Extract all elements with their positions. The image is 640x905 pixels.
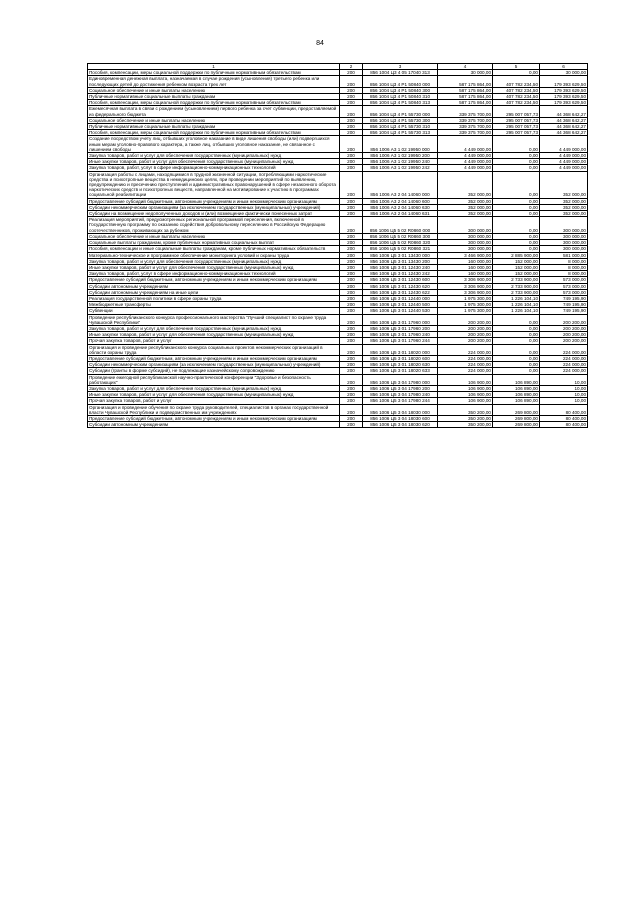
unexecuted-amount: 573 000,00 (540, 277, 588, 283)
row-name: Закупка товаров, работ, услуг в сфере информационно-коммуникационных технологий (88, 165, 340, 171)
budget-classification-code: 856 1006 Ц5 3 01 12430 240 (363, 264, 438, 270)
approved-amount: 3 306 900,00 (438, 289, 493, 295)
budget-classification-code: 856 1006 Ц5 3 01 18020 633 (363, 368, 438, 374)
unexecuted-amount: 10,00 (540, 392, 588, 398)
unexecuted-amount: 4 449 000,00 (540, 159, 588, 165)
approved-amount: 200 200,00 (438, 338, 493, 344)
budget-classification-code: 856 1006 Ц5 5 02 R0860 321 (363, 246, 438, 252)
budget-classification-code: 856 1006 Ц5 3 01 12440 000 (363, 295, 438, 301)
budget-classification-code: 856 1004 Ц3 4 P1 50840 313 (363, 100, 438, 106)
row-name: Организация и проведение республиканского конкурса социальных проектов некоммерческих организаций в области охраны труда (88, 344, 340, 355)
unexecuted-amount: 10,00 (540, 398, 588, 404)
budget-classification-code: 856 1006 А3 2 04 14060 000 (363, 171, 438, 198)
row-code: 200 (340, 362, 363, 368)
budget-classification-code: 856 1006 А3 1 02 19950 242 (363, 165, 438, 171)
executed-amount: 0,00 (493, 332, 540, 338)
approved-amount: 587 175 864,00 (438, 100, 493, 106)
unexecuted-amount: 300 000,00 (540, 240, 588, 246)
approved-amount: 4 449 000,00 (438, 136, 493, 153)
unexecuted-amount: 200 200,00 (540, 314, 588, 325)
executed-amount: 295 007 057,73 (493, 117, 540, 123)
executed-amount: 106 890,00 (493, 374, 540, 385)
row-name: Организация и проведение обучения по охране труда руководителей, специалистов в органах государственной власти Чувашской Республики и подведомственных им учреждениях (88, 404, 340, 415)
approved-amount: 300 000,00 (438, 240, 493, 246)
unexecuted-amount: 80 400,00 (540, 404, 588, 415)
row-code: 200 (340, 271, 363, 277)
row-name: Закупка товаров, работ и услуг для обеспечения государственных (муниципальных) нужд (88, 325, 340, 331)
approved-amount: 339 375 700,00 (438, 106, 493, 117)
row-name: Субвенции (88, 308, 340, 314)
approved-amount: 30 000,00 (438, 70, 493, 76)
executed-amount: 269 800,00 (493, 404, 540, 415)
executed-amount: 0,00 (493, 211, 540, 217)
row-code: 200 (340, 124, 363, 130)
row-name: Предоставление субсидий бюджетным, автономным учреждениям и иным некоммерческим организациям (88, 198, 340, 204)
budget-classification-code: 856 1006 Ц5 3 04 18030 620 (363, 422, 438, 428)
unexecuted-amount: 44 368 642,27 (540, 130, 588, 136)
row-code: 200 (340, 204, 363, 210)
row-code: 200 (340, 422, 363, 428)
approved-amount: 224 000,00 (438, 355, 493, 361)
budget-classification-code: 856 1006 Ц5 3 01 18020 000 (363, 344, 438, 355)
unexecuted-amount: 179 393 629,50 (540, 87, 588, 93)
unexecuted-amount: 200 200,00 (540, 325, 588, 331)
row-code: 200 (340, 258, 363, 264)
executed-amount: 2 733 900,00 (493, 289, 540, 295)
approved-amount: 350 200,00 (438, 422, 493, 428)
unexecuted-amount: 4 449 000,00 (540, 136, 588, 153)
executed-amount: 295 007 057,73 (493, 106, 540, 117)
budget-classification-code: 856 1004 Ц3 4 P1 50840 300 (363, 87, 438, 93)
executed-amount: 0,00 (493, 165, 540, 171)
row-name: Пособия, компенсации, меры социальной поддержки по публичным нормативным обязательствам (88, 100, 340, 106)
unexecuted-amount: 179 393 629,50 (540, 76, 588, 87)
budget-classification-code: 856 1004 Ц3 4 P1 55730 313 (363, 130, 438, 136)
approved-amount: 339 375 700,00 (438, 130, 493, 136)
approved-amount: 3 306 900,00 (438, 277, 493, 283)
budget-classification-code: 856 1006 Ц5 5 02 R0860 300 (363, 233, 438, 239)
row-code: 200 (340, 325, 363, 331)
row-name: Ежемесячная выплата в связи с рождением (усыновлением) первого ребенка за счет субвенции, предоставляемой из федерального бюджета (88, 106, 340, 117)
row-code: 200 (340, 295, 363, 301)
row-name: Предоставление субсидий бюджетным, автономным учреждениям и иным некоммерческим организациям (88, 355, 340, 361)
approved-amount: 224 000,00 (438, 344, 493, 355)
executed-amount: 152 000,00 (493, 264, 540, 270)
unexecuted-amount: 4 449 000,00 (540, 165, 588, 171)
row-name: Иные закупки товаров, работ и услуг для обеспечения государственных (муниципальных) нужд (88, 264, 340, 270)
approved-amount: 352 000,00 (438, 204, 493, 210)
row-code: 200 (340, 76, 363, 87)
approved-amount: 4 449 000,00 (438, 165, 493, 171)
approved-amount: 352 000,00 (438, 211, 493, 217)
approved-amount: 352 000,00 (438, 198, 493, 204)
row-name: Проведение ежегодной республиканской научно-практической конференции "Здоровье и безопасность работающих" (88, 374, 340, 385)
row-name: Единовременная денежная выплата, назначаемая в случае рождения (усыновления) третьего ребенка или последующих детей до достижения ребенком возраста трех лет (88, 76, 340, 87)
executed-amount: 407 782 234,50 (493, 100, 540, 106)
row-name: Материально-техническое и программное обеспечение мониторинга условий и охраны труда (88, 252, 340, 258)
approved-amount: 200 200,00 (438, 314, 493, 325)
row-name: Закупка товаров, работ и услуг для обеспечения государственных (муниципальных) нужд (88, 258, 340, 264)
table-row (88, 106, 588, 117)
table-row (88, 171, 588, 198)
row-code: 200 (340, 415, 363, 421)
budget-classification-code: 856 1006 Ц5 3 04 17980 240 (363, 392, 438, 398)
table-row (88, 76, 588, 87)
executed-amount: 407 782 234,50 (493, 87, 540, 93)
budget-classification-code: 856 1006 А3 1 02 19950 200 (363, 153, 438, 159)
budget-classification-code: 856 1006 Ц5 3 01 12440 500 (363, 302, 438, 308)
executed-amount: 1 226 104,10 (493, 295, 540, 301)
row-code: 200 (340, 159, 363, 165)
executed-amount: 1 226 104,10 (493, 302, 540, 308)
row-code: 200 (340, 283, 363, 289)
row-name: Предоставление субсидий бюджетным, автономным учреждениям и иным некоммерческим организациям (88, 277, 340, 283)
row-name: Субсидии некоммерческим организациям (за исключением государственных (муниципальных) учреждений) (88, 204, 340, 210)
row-code: 200 (340, 94, 363, 100)
approved-amount: 300 000,00 (438, 246, 493, 252)
approved-amount: 106 900,00 (438, 398, 493, 404)
row-name: Прочая закупка товаров, работ и услуг (88, 338, 340, 344)
executed-amount: 106 890,00 (493, 385, 540, 391)
budget-classification-code: 856 1004 Ц3 4 P1 50840 000 (363, 76, 438, 87)
row-code: 200 (340, 217, 363, 234)
executed-amount: 0,00 (493, 171, 540, 198)
row-name: Иные закупки товаров, работ и услуг для обеспечения государственных (муниципальных) нужд (88, 159, 340, 165)
executed-amount: 295 007 057,73 (493, 130, 540, 136)
budget-classification-code: 856 1006 А3 2 04 14060 630 (363, 204, 438, 210)
row-name: Создание посредством учету лиц, отбывших уголовное наказание в виде лишения свободы (или) подвергшихся иным мерам уголовно-правового характера, а также лиц, отбывших уголовное наказание, не связанное с лишением свободы (88, 136, 340, 153)
unexecuted-amount: 300 000,00 (540, 217, 588, 234)
budget-classification-code: 856 1004 Ц3 4 P1 50840 310 (363, 94, 438, 100)
row-code: 200 (340, 264, 363, 270)
approved-amount: 106 900,00 (438, 374, 493, 385)
unexecuted-amount: 749 195,90 (540, 302, 588, 308)
unexecuted-amount: 224 000,00 (540, 344, 588, 355)
row-code: 200 (340, 165, 363, 171)
budget-classification-code: 856 1006 А3 2 04 14060 600 (363, 198, 438, 204)
budget-classification-code: 856 1006 А3 1 02 19950 240 (363, 159, 438, 165)
row-code: 200 (340, 374, 363, 385)
budget-classification-code: 856 1006 Ц5 3 01 12430 622 (363, 289, 438, 295)
budget-classification-code: 856 1006 Ц5 5 02 R0860 320 (363, 240, 438, 246)
unexecuted-amount: 300 000,00 (540, 246, 588, 252)
budget-classification-code: 856 1006 Ц5 3 01 13430 000 (363, 252, 438, 258)
executed-amount: 0,00 (493, 70, 540, 76)
row-code: 200 (340, 344, 363, 355)
executed-amount: 0,00 (493, 204, 540, 210)
row-name: Пособия, компенсации, меры социальной поддержки по публичным нормативным обязательствам (88, 130, 340, 136)
budget-classification-code: 856 1006 Ц5 3 04 18030 600 (363, 415, 438, 421)
row-name: Субсидии автономным учреждениям на иные цели (88, 289, 340, 295)
unexecuted-amount: 8 000,00 (540, 271, 588, 277)
approved-amount: 587 175 864,00 (438, 76, 493, 87)
executed-amount: 106 890,00 (493, 398, 540, 404)
row-code: 200 (340, 289, 363, 295)
budget-classification-code: 856 1006 Ц5 3 01 17960 244 (363, 338, 438, 344)
budget-classification-code: 856 1004 Ц3 4 P1 55730 000 (363, 106, 438, 117)
unexecuted-amount: 179 393 629,50 (540, 100, 588, 106)
row-code: 200 (340, 130, 363, 136)
executed-amount: 2 885 900,00 (493, 252, 540, 258)
row-code: 200 (340, 87, 363, 93)
approved-amount: 587 175 864,00 (438, 94, 493, 100)
executed-amount: 0,00 (493, 338, 540, 344)
unexecuted-amount: 200 200,00 (540, 338, 588, 344)
row-code: 200 (340, 100, 363, 106)
unexecuted-amount: 352 000,00 (540, 171, 588, 198)
unexecuted-amount: 573 000,00 (540, 283, 588, 289)
row-name: Прочая закупка товаров, работ и услуг (88, 398, 340, 404)
table-row (88, 344, 588, 355)
row-name: Предоставление субсидий бюджетным, автономным учреждениям и иным некоммерческим организациям (88, 415, 340, 421)
row-name: Закупка товаров, работ и услуг для обеспечения государственных (муниципальных) нужд (88, 153, 340, 159)
row-code: 200 (340, 136, 363, 153)
executed-amount: 0,00 (493, 368, 540, 374)
row-code: 200 (340, 385, 363, 391)
approved-amount: 1 975 300,00 (438, 308, 493, 314)
row-name: Социальное обеспечение и иные выплаты населению (88, 87, 340, 93)
budget-classification-code: 856 1006 Ц5 3 01 18020 630 (363, 362, 438, 368)
column-number: 2 (340, 64, 363, 70)
row-name: Реализация мероприятий, предусмотренных региональной программой переселения, включенной в Государственную программу по оказанию содействия добровольному переселению в Российскую Федерацию соотечественников, проживающих за рубежом (88, 217, 340, 234)
budget-classification-code: 856 1004 Ц3 4 P1 55730 310 (363, 124, 438, 130)
approved-amount: 300 000,00 (438, 233, 493, 239)
unexecuted-amount: 749 195,90 (540, 295, 588, 301)
table-row (88, 422, 588, 428)
row-code: 200 (340, 308, 363, 314)
executed-amount: 407 782 234,50 (493, 76, 540, 87)
executed-amount: 407 782 234,50 (493, 94, 540, 100)
unexecuted-amount: 44 368 642,27 (540, 117, 588, 123)
column-number: 5 (493, 64, 540, 70)
approved-amount: 160 000,00 (438, 258, 493, 264)
budget-classification-code: 856 1006 Ц5 3 01 17960 000 (363, 314, 438, 325)
row-name: Закупка товаров, работ, услуг в сфере информационно-коммуникационных технологий (88, 271, 340, 277)
row-code: 200 (340, 277, 363, 283)
approved-amount: 106 900,00 (438, 385, 493, 391)
row-name: Субсидии (гранты в форме субсидий), не подлежащие казначейскому сопровождению (88, 368, 340, 374)
row-name: Социальные выплаты гражданам, кроме публичных нормативных социальных выплат (88, 240, 340, 246)
budget-classification-code: 856 1006 Ц5 3 04 17980 200 (363, 385, 438, 391)
budget-classification-code: 856 1006 А3 1 02 19950 000 (363, 136, 438, 153)
row-code: 200 (340, 392, 363, 398)
approved-amount: 106 900,00 (438, 392, 493, 398)
budget-classification-code: 856 1006 Ц5 3 01 17960 240 (363, 332, 438, 338)
executed-amount: 269 800,00 (493, 422, 540, 428)
executed-amount: 269 800,00 (493, 415, 540, 421)
row-name: Реализация государственной политики в сфере охраны труда (88, 295, 340, 301)
unexecuted-amount: 8 000,00 (540, 264, 588, 270)
row-code: 200 (340, 211, 363, 217)
unexecuted-amount: 352 000,00 (540, 198, 588, 204)
unexecuted-amount: 224 000,00 (540, 355, 588, 361)
unexecuted-amount: 352 000,00 (540, 204, 588, 210)
row-name: Субсидии на возмещение недополученных доходов и (или) возмещение фактически понесенных затрат (88, 211, 340, 217)
executed-amount: 106 890,00 (493, 392, 540, 398)
executed-amount: 0,00 (493, 217, 540, 234)
budget-classification-code: 856 1004 Ц3 4 P1 55730 300 (363, 117, 438, 123)
row-name: Проведение республиканского конкурса профессионального мастерства "Лучший специалист по охране труда Чувашской Республики" (88, 314, 340, 325)
row-name: Субсидии некоммерческим организациям (за исключением государственных (муниципальных) учреждений) (88, 362, 340, 368)
unexecuted-amount: 8 000,00 (540, 258, 588, 264)
row-name: Иные закупки товаров, работ и услуг для обеспечения государственных (муниципальных) нужд (88, 332, 340, 338)
unexecuted-amount: 352 000,00 (540, 211, 588, 217)
executed-amount: 2 733 900,00 (493, 277, 540, 283)
unexecuted-amount: 44 368 642,27 (540, 124, 588, 130)
unexecuted-amount: 30 000,00 (540, 70, 588, 76)
unexecuted-amount: 200 200,00 (540, 332, 588, 338)
page-number: 84 (316, 40, 324, 47)
row-code: 200 (340, 171, 363, 198)
budget-classification-code: 856 1006 Ц5 3 04 17980 000 (363, 374, 438, 385)
row-name: Пособия, компенсации, меры социальной поддержки по публичным нормативным обязательствам (88, 70, 340, 76)
approved-amount: 3 306 900,00 (438, 283, 493, 289)
executed-amount: 0,00 (493, 344, 540, 355)
budget-classification-code: 856 1006 Ц5 3 01 12430 620 (363, 283, 438, 289)
row-code: 200 (340, 355, 363, 361)
executed-amount: 0,00 (493, 314, 540, 325)
approved-amount: 200 200,00 (438, 332, 493, 338)
column-number: 1 (88, 64, 340, 70)
row-name: Межбюджетные трансферты (88, 302, 340, 308)
unexecuted-amount: 10,00 (540, 385, 588, 391)
approved-amount: 350 200,00 (438, 404, 493, 415)
budget-classification-code: 856 1006 Ц5 3 01 18020 600 (363, 355, 438, 361)
table-row (88, 217, 588, 234)
row-code: 200 (340, 198, 363, 204)
executed-amount: 1 226 104,10 (493, 308, 540, 314)
budget-classification-code: 856 1006 Ц5 3 04 18030 000 (363, 404, 438, 415)
row-name: Социальное обеспечение и иные выплаты населению (88, 117, 340, 123)
row-name: Субсидии автономным учреждениям (88, 283, 340, 289)
approved-amount: 4 449 000,00 (438, 153, 493, 159)
budget-classification-code: 856 1006 А3 2 04 14060 631 (363, 211, 438, 217)
row-code: 200 (340, 240, 363, 246)
approved-amount: 352 000,00 (438, 171, 493, 198)
row-code: 200 (340, 302, 363, 308)
executed-amount: 152 000,00 (493, 258, 540, 264)
unexecuted-amount: 573 000,00 (540, 289, 588, 295)
approved-amount: 200 200,00 (438, 325, 493, 331)
row-code: 200 (340, 70, 363, 76)
approved-amount: 1 975 300,00 (438, 295, 493, 301)
row-code: 200 (340, 106, 363, 117)
column-number: 4 (438, 64, 493, 70)
unexecuted-amount: 581 000,00 (540, 252, 588, 258)
row-name: Публичные нормативные социальные выплаты гражданам (88, 94, 340, 100)
budget-classification-code: 856 1006 Ц5 3 01 12440 530 (363, 308, 438, 314)
row-name: Пособия, компенсации и иные социальные выплаты гражданам, кроме публичных нормативных обязательств (88, 246, 340, 252)
approved-amount: 224 000,00 (438, 362, 493, 368)
approved-amount: 587 175 864,00 (438, 87, 493, 93)
column-number: 3 (363, 64, 438, 70)
row-code: 200 (340, 246, 363, 252)
executed-amount: 2 733 900,00 (493, 283, 540, 289)
budget-classification-code: 856 1006 Ц5 3 01 13430 200 (363, 258, 438, 264)
row-code: 200 (340, 404, 363, 415)
budget-execution-table (87, 63, 588, 428)
row-name: Социальное обеспечение и иные выплаты населению (88, 233, 340, 239)
row-name: Публичные нормативные социальные выплаты гражданам (88, 124, 340, 130)
unexecuted-amount: 179 393 629,50 (540, 94, 588, 100)
approved-amount: 160 000,00 (438, 264, 493, 270)
executed-amount: 0,00 (493, 233, 540, 239)
row-code: 200 (340, 153, 363, 159)
executed-amount: 0,00 (493, 153, 540, 159)
budget-classification-code: 856 1004 Ц3 4 05 17040 313 (363, 70, 438, 76)
unexecuted-amount: 749 195,90 (540, 308, 588, 314)
executed-amount: 0,00 (493, 240, 540, 246)
approved-amount: 350 200,00 (438, 415, 493, 421)
executed-amount: 295 007 057,73 (493, 124, 540, 130)
executed-amount: 0,00 (493, 325, 540, 331)
table-row (88, 314, 588, 325)
budget-classification-code: 856 1006 Ц5 3 01 17960 200 (363, 325, 438, 331)
unexecuted-amount: 80 400,00 (540, 415, 588, 421)
approved-amount: 1 975 300,00 (438, 302, 493, 308)
table-row (88, 374, 588, 385)
executed-amount: 0,00 (493, 362, 540, 368)
budget-classification-code: 856 1006 Ц5 5 02 R0860 000 (363, 217, 438, 234)
executed-amount: 0,00 (493, 198, 540, 204)
unexecuted-amount: 4 449 000,00 (540, 153, 588, 159)
executed-amount: 0,00 (493, 159, 540, 165)
budget-classification-code: 856 1006 Ц5 3 04 17980 244 (363, 398, 438, 404)
row-code: 200 (340, 398, 363, 404)
row-code: 200 (340, 332, 363, 338)
column-number: 6 (540, 64, 588, 70)
row-name: Иные закупки товаров, работ и услуг для обеспечения государственных (муниципальных) нужд (88, 392, 340, 398)
row-name: Субсидии автономным учреждениям (88, 422, 340, 428)
approved-amount: 339 375 700,00 (438, 117, 493, 123)
approved-amount: 224 000,00 (438, 368, 493, 374)
row-name: Закупка товаров, работ и услуг для обеспечения государственных (муниципальных) нужд (88, 385, 340, 391)
budget-classification-code: 856 1006 Ц5 3 01 12430 242 (363, 271, 438, 277)
executed-amount: 0,00 (493, 136, 540, 153)
unexecuted-amount: 80 400,00 (540, 422, 588, 428)
budget-classification-code: 856 1006 Ц5 3 01 12430 600 (363, 277, 438, 283)
executed-amount: 152 000,00 (493, 271, 540, 277)
row-code: 200 (340, 314, 363, 325)
row-code: 200 (340, 338, 363, 344)
row-code: 200 (340, 252, 363, 258)
unexecuted-amount: 10,00 (540, 374, 588, 385)
row-code: 200 (340, 233, 363, 239)
table-row (88, 404, 588, 415)
approved-amount: 300 000,00 (438, 217, 493, 234)
row-code: 200 (340, 117, 363, 123)
approved-amount: 3 466 900,00 (438, 252, 493, 258)
row-code: 200 (340, 368, 363, 374)
table-body (88, 70, 588, 428)
unexecuted-amount: 224 000,00 (540, 368, 588, 374)
executed-amount: 0,00 (493, 355, 540, 361)
unexecuted-amount: 44 368 642,27 (540, 106, 588, 117)
approved-amount: 4 449 000,00 (438, 159, 493, 165)
executed-amount: 0,00 (493, 246, 540, 252)
approved-amount: 339 375 700,00 (438, 124, 493, 130)
approved-amount: 160 000,00 (438, 271, 493, 277)
row-name: Организация работы с лицами, находящимися в трудной жизненной ситуации, потребляющими наркотические средства и психотропные вещества в немедицинских целях, при проведении мероприятий по выявлению, предупреждению и пресечению преступлений и административных правонарушений в сфере незаконного оборота наркотических средств и психотропных веществ, направленной на мотивирование к участию в программах социальной реабилитации (88, 171, 340, 198)
unexecuted-amount: 300 000,00 (540, 233, 588, 239)
table-row (88, 136, 588, 153)
unexecuted-amount: 224 000,00 (540, 362, 588, 368)
